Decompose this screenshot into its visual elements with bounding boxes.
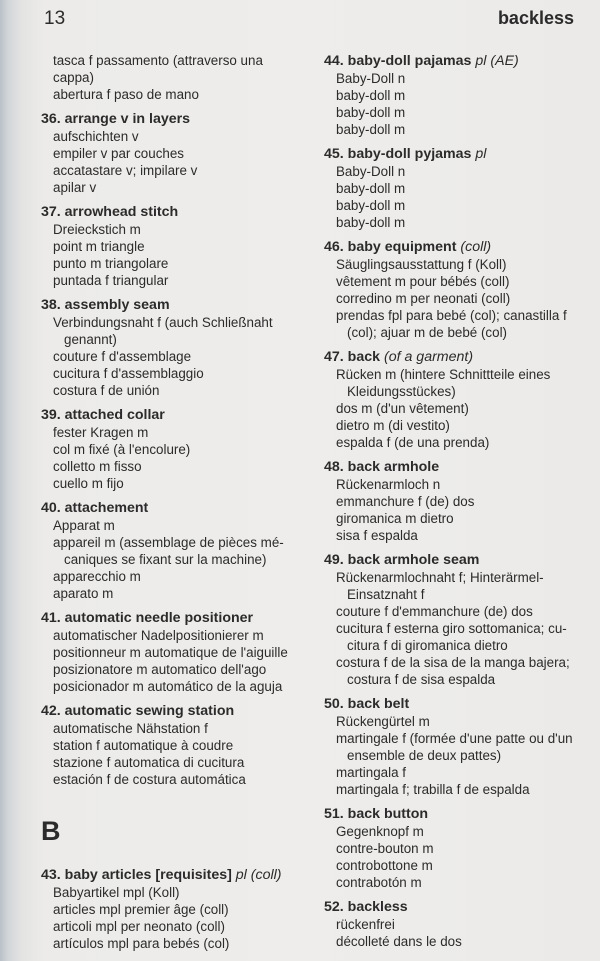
grammar-label: (of a garment): [383, 349, 474, 365]
headword-text: 36. arrange v in layers: [41, 111, 191, 127]
translation-line: Rückenarmlochnaht f; Hinterärmel-: [336, 570, 544, 585]
translation-line: aufschichten v: [53, 129, 139, 144]
translation-line: fester Kragen m: [53, 425, 149, 440]
translation-line: articles mpl premier âge (coll): [53, 902, 229, 917]
translation-line: couture f d'emmanchure (de) dos: [336, 604, 533, 619]
translation-line: Baby-Doll n: [336, 71, 406, 86]
translation-line: Gegenknopf m: [336, 824, 424, 839]
translation-line: baby-doll m: [336, 198, 406, 213]
entry-headword: [324, 805, 595, 823]
dictionary-entry: [42, 110, 312, 196]
dictionary-entry: [42, 296, 312, 399]
translation-line: punto m triangolare: [53, 256, 169, 271]
entry-headword: [324, 458, 595, 476]
entry-headword: [41, 406, 312, 424]
entries-b: [42, 866, 312, 952]
translation-line: vêtement m pour bébés (coll): [336, 274, 510, 289]
translation-line: apilar v: [53, 180, 97, 195]
translation-line: Rückenarmloch n: [336, 477, 441, 492]
translation-line: posizionatore m automatico dell'ago: [53, 662, 267, 677]
translation-line: prendas fpl para bebé (col); canastilla f: [336, 308, 567, 323]
translation-line: automatische Nähstation f: [53, 721, 208, 736]
translation-line: station f automatique à coudre: [53, 738, 234, 753]
translation-line: baby-doll m: [336, 181, 406, 196]
dictionary-entry: [42, 609, 312, 695]
headword-text: 37. arrowhead stitch: [41, 204, 179, 220]
translation-line: colletto m fisso: [53, 459, 142, 474]
translation-line: dos m (d'un vêtement): [336, 401, 469, 416]
translation-line: Apparat m: [53, 518, 115, 533]
headword-text: 42. automatic sewing station: [41, 703, 235, 719]
translation-line: appareil m (assemblage de pièces mé-: [53, 535, 284, 550]
dictionary-entry: [42, 866, 312, 952]
translation-line: costura f de unión: [53, 383, 160, 398]
translation-line: stazione f automatica di cucitura: [53, 755, 245, 770]
dictionary-entry: [325, 348, 595, 451]
grammar-label: pl: [475, 146, 487, 162]
entry-headword: [324, 898, 595, 916]
dictionary-entry: [325, 52, 595, 138]
grammar-label: pl (AE): [475, 53, 519, 69]
translation-line: empiler v par couches: [53, 146, 184, 161]
translation-line: automatischer Nadelpositionierer m: [53, 628, 264, 643]
translation-line: Einsatznaht f: [347, 587, 425, 602]
translation-line: espalda f (de una prenda): [336, 435, 490, 450]
dictionary-entry: [325, 695, 595, 798]
dictionary-entry: [325, 238, 595, 341]
translation-line: estación f de costura automática: [53, 772, 246, 787]
translation-line: articoli mpl per neonato (coll): [53, 919, 225, 934]
translation-line: costura f de sisa espalda: [347, 672, 496, 687]
translation-line: cucitura f esterna giro sottomanica; cu-: [336, 621, 567, 636]
headword-text: 50. back belt: [324, 696, 410, 712]
translation-line: costura f de la sisa de la manga bajera;: [336, 655, 570, 670]
left-column: [42, 52, 312, 959]
translation-line: dietro m (di vestito): [336, 418, 450, 433]
translation-line: Babyartikel mpl (Koll): [53, 885, 180, 900]
translation-line: accatastare v; impilare v: [53, 163, 198, 178]
dictionary-entry: [42, 203, 312, 289]
translation-line: artículos mpl para bebés (col): [53, 936, 230, 951]
translation-line: décolleté dans le dos: [336, 934, 462, 949]
headword-text: 49. back armhole seam: [324, 552, 480, 568]
translation-line: cappa): [53, 70, 94, 85]
translation-line: col m fixé (à l'encolure): [53, 442, 191, 457]
translation-line: Baby-Doll n: [336, 164, 406, 179]
entry-headword: [324, 238, 595, 256]
section-letter: B: [41, 816, 61, 846]
translation-line: puntada f triangular: [53, 273, 169, 288]
entry-headword: [41, 499, 312, 517]
translation-line: martingala f: [336, 765, 406, 780]
entry-headword: [41, 702, 312, 720]
grammar-label: (coll): [460, 239, 492, 255]
headword-text: 52. backless: [324, 899, 408, 915]
dictionary-entry: [42, 499, 312, 602]
translation-line: caniques se fixant sur la machine): [64, 552, 267, 567]
dictionary-entry: [325, 145, 595, 231]
translation-line: corredino m per neonati (coll): [336, 291, 511, 306]
headword-text: 38. assembly seam: [41, 297, 170, 313]
headword-text: 44. baby-doll pajamas: [324, 53, 472, 69]
headword-text: 39. attached collar: [41, 407, 165, 423]
headword-text: 48. back armhole: [324, 459, 440, 475]
dictionary-entry: [325, 898, 595, 950]
translation-line: ensemble de deux pattes): [347, 748, 502, 763]
entries-right: [325, 52, 595, 950]
entries-a: [42, 110, 312, 788]
translation-line: genannt): [64, 332, 117, 347]
translation-line: point m triangle: [53, 239, 145, 254]
translation-line: abertura f paso de mano: [53, 87, 199, 102]
entry-headword: [324, 348, 595, 366]
dictionary-entry: [325, 805, 595, 891]
headword-text: 45. baby-doll pyjamas: [324, 146, 472, 162]
translation-line: giromanica m dietro: [336, 511, 454, 526]
dictionary-entry: [42, 406, 312, 492]
headword-text: 46. baby equipment: [324, 239, 457, 255]
translation-line: Verbindungsnaht f (auch Schließnaht: [53, 315, 273, 330]
entry-headword: [41, 609, 312, 627]
translation-line: citura f di giromanica dietro: [347, 638, 508, 653]
translation-line: cuello m fijo: [53, 476, 124, 491]
headword-text: 51. back button: [324, 806, 429, 822]
entry-headword: [324, 551, 595, 569]
grammar-label: pl (coll): [235, 867, 282, 883]
dictionary-entry: [325, 458, 595, 544]
translation-line: tasca f passamento (attraverso una: [53, 53, 263, 68]
translation-line: controbottone m: [336, 858, 433, 873]
translation-line: Dreieckstich m: [53, 222, 141, 237]
entry-headword: [41, 203, 312, 221]
translation-line: contrabotón m: [336, 875, 422, 890]
translation-line: baby-doll m: [336, 122, 406, 137]
headword-text: 43. baby articles [requisites]: [41, 867, 232, 883]
entry-headword: [324, 145, 595, 163]
translation-line: contre-bouton m: [336, 841, 434, 856]
translation-line: apparecchio m: [53, 569, 141, 584]
entry-headword: [324, 695, 595, 713]
entry-headword: [41, 110, 312, 128]
translation-line: Rücken m (hintere Schnittteile eines: [336, 367, 551, 382]
translation-line: Rückengürtel m: [336, 714, 430, 729]
headword-text: 47. back: [324, 349, 381, 365]
dictionary-entry: [325, 551, 595, 688]
translation-line: Kleidungsstückes): [347, 384, 456, 399]
translation-line: couture f d'assemblage: [53, 349, 192, 364]
translation-line: martingale f (formée d'une patte ou d'un: [336, 731, 573, 746]
translation-line: (col); ajuar m de bebé (col): [347, 325, 508, 340]
translation-line: Säuglingsausstattung f (Koll): [336, 257, 507, 272]
translation-line: baby-doll m: [336, 105, 406, 120]
translation-line: posicionador m automático de la aguja: [53, 679, 283, 694]
translation-line: emmanchure f (de) dos: [336, 494, 475, 509]
translation-line: sisa f espalda: [336, 528, 418, 543]
translation-line: martingala f; trabilla f de espalda: [336, 782, 530, 797]
translation-line: rückenfrei: [336, 917, 395, 932]
entry-headword: [41, 866, 312, 884]
entry-headword: [41, 296, 312, 314]
continued-entry: [42, 52, 312, 103]
translation-line: baby-doll m: [336, 215, 406, 230]
running-head: backless: [497, 8, 574, 28]
translation-line: cucitura f d'assemblaggio: [53, 366, 204, 381]
entry-headword: [324, 52, 595, 70]
page-number: 13: [44, 8, 66, 29]
headword-text: 41. automatic needle positioner: [41, 610, 254, 626]
translation-line: aparato m: [53, 586, 114, 601]
headword-text: 40. attachement: [41, 500, 149, 516]
dictionary-entry: [42, 702, 312, 788]
translation-line: positionneur m automatique de l'aiguille: [53, 645, 288, 660]
right-column: [325, 52, 595, 957]
translation-line: baby-doll m: [336, 88, 406, 103]
